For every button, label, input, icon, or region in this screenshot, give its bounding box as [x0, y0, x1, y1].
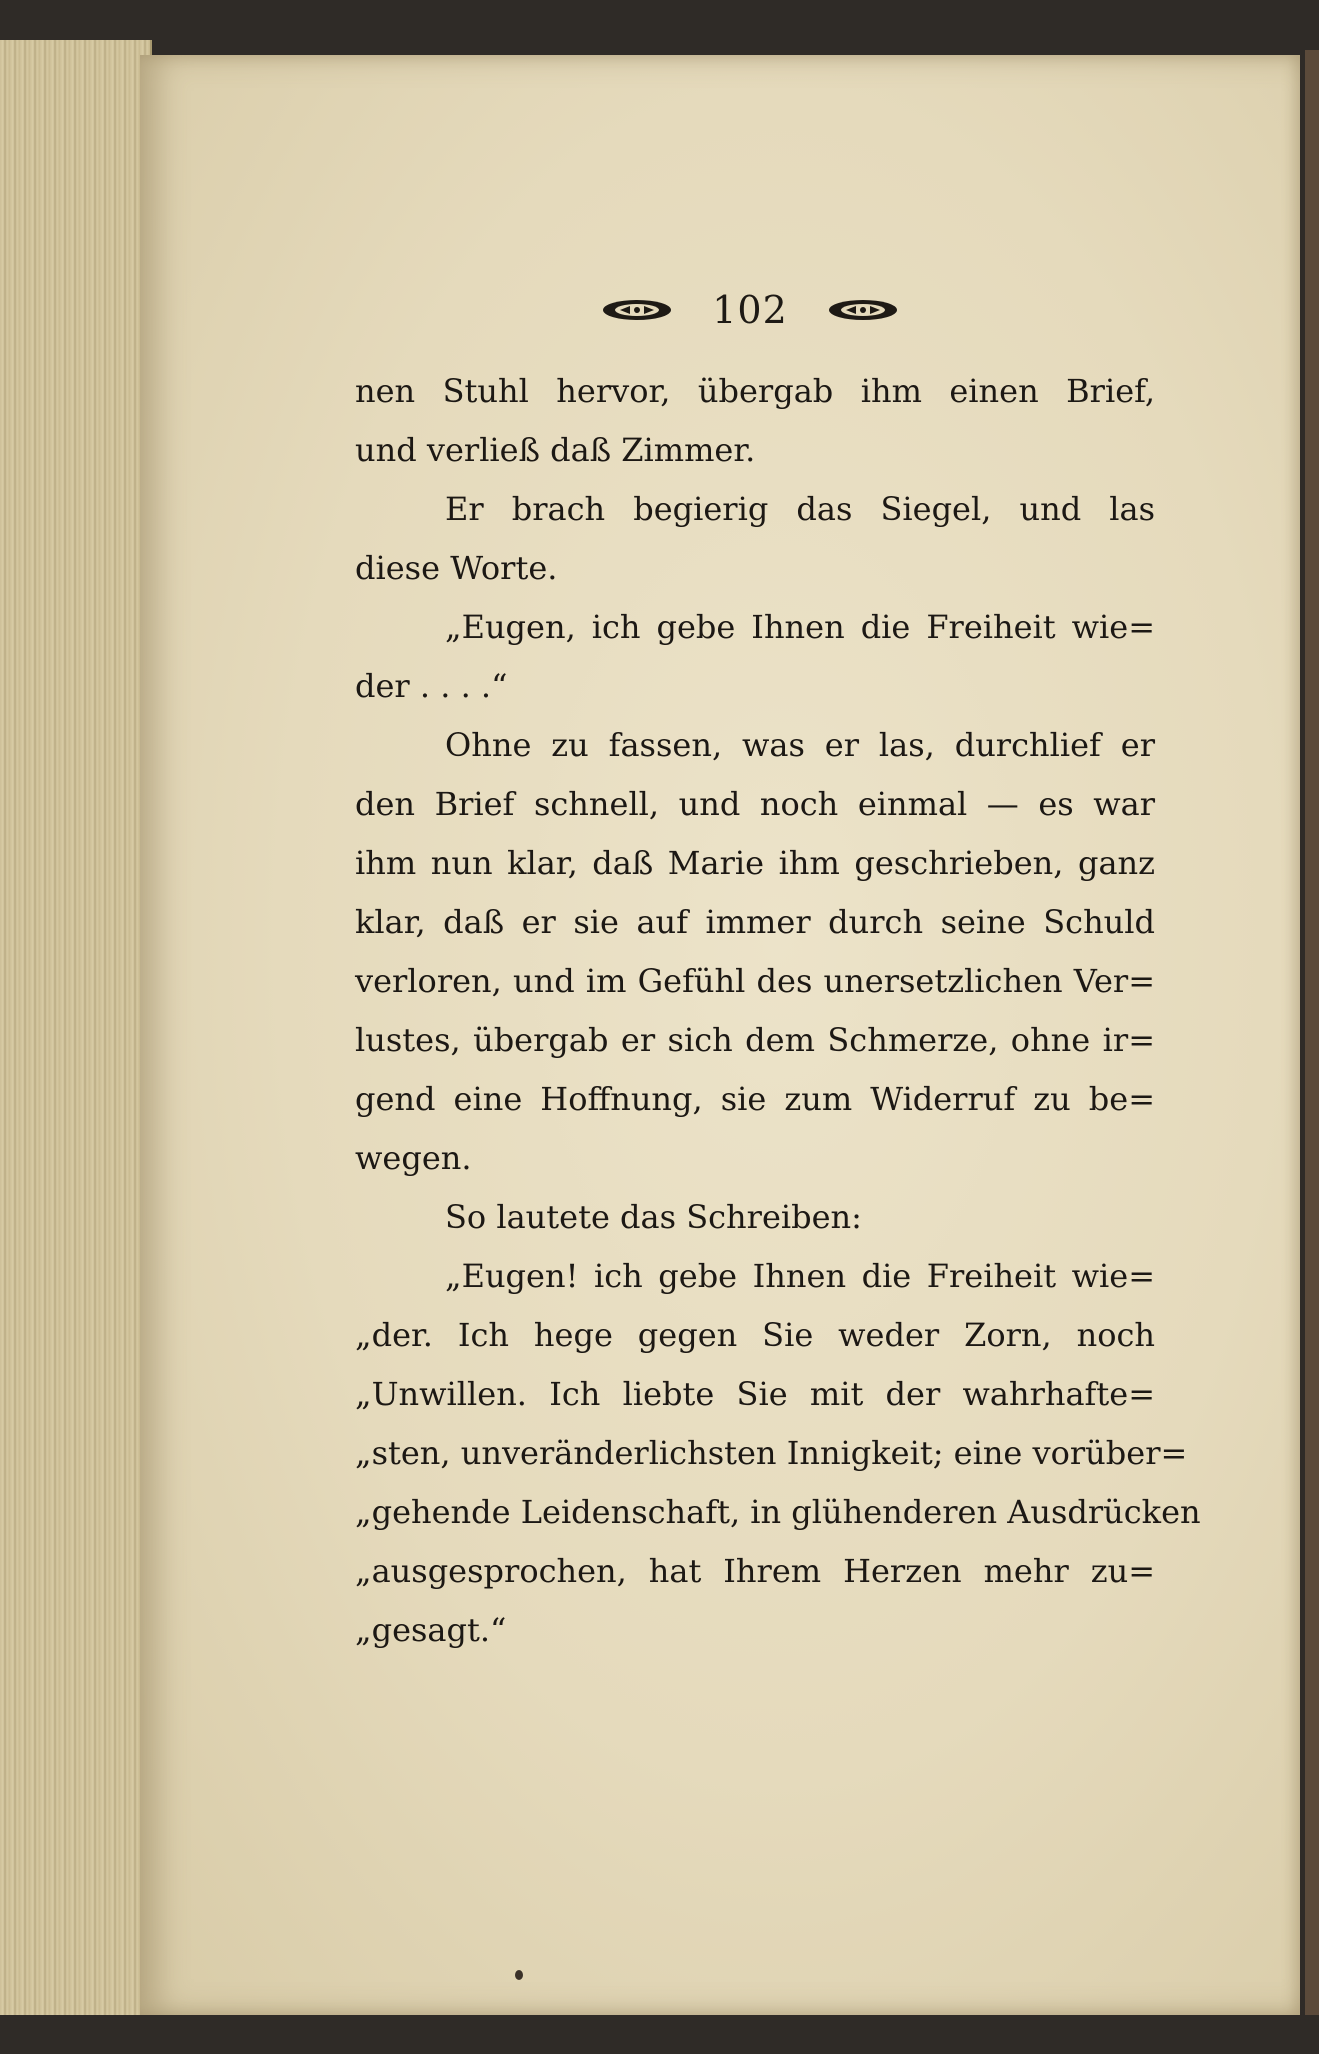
text-line: „gehende Leidenschaft, in glühenderen Ausdrücken [355, 1493, 1201, 1531]
text-line: Er brach begierig das Siegel, und las [445, 490, 1155, 528]
text-line: „Eugen! ich gebe Ihnen die Freiheit wie= [445, 1257, 1155, 1295]
text-line: klar, daß er sie auf immer durch seine Schuld [355, 903, 1155, 941]
page-number: 102 [712, 288, 788, 332]
text-line: der . . . .“ [355, 667, 508, 705]
ink-speck [515, 1970, 523, 1980]
text-line: „sten, unveränderlichsten Innigkeit; eine vorüber= [355, 1434, 1188, 1472]
text-line: nen Stuhl hervor, übergab ihm einen Brief, [355, 372, 1155, 410]
text-line: gend eine Hoffnung, sie zum Widerruf zu be= [355, 1080, 1155, 1118]
text-line: verloren, und im Gefühl des unersetzlichen Ver= [355, 962, 1155, 1000]
text-line: „Eugen, ich gebe Ihnen die Freiheit wie= [445, 608, 1155, 646]
text-line: lustes, übergab er sich dem Schmerze, ohne ir= [355, 1021, 1155, 1059]
right-ornament-icon [826, 297, 900, 323]
text-line: den Brief schnell, und noch einmal — es war [355, 785, 1155, 823]
text-line: wegen. [355, 1139, 472, 1177]
stacked-page-edges [0, 40, 152, 2015]
page-header [600, 280, 900, 340]
binding-edge [1305, 50, 1319, 2015]
text-line: „gesagt.“ [355, 1611, 507, 1649]
text-line: „Unwillen. Ich liebte Sie mit der wahrhafte= [355, 1375, 1155, 1413]
text-line: diese Worte. [355, 549, 558, 587]
page-text [355, 362, 1201, 1660]
text-line: und verließ daß Zimmer. [355, 431, 756, 469]
text-line: So lautete das Schreiben: [445, 1198, 862, 1236]
text-line: „ausgesprochen, hat Ihrem Herzen mehr zu= [355, 1552, 1155, 1590]
text-line: „der. Ich hege gegen Sie weder Zorn, noch [355, 1316, 1155, 1354]
text-line: ihm nun klar, daß Marie ihm geschrieben, ganz [355, 844, 1155, 882]
left-ornament-icon [600, 297, 674, 323]
text-line: Ohne zu fassen, was er las, durchlief er [445, 726, 1155, 764]
